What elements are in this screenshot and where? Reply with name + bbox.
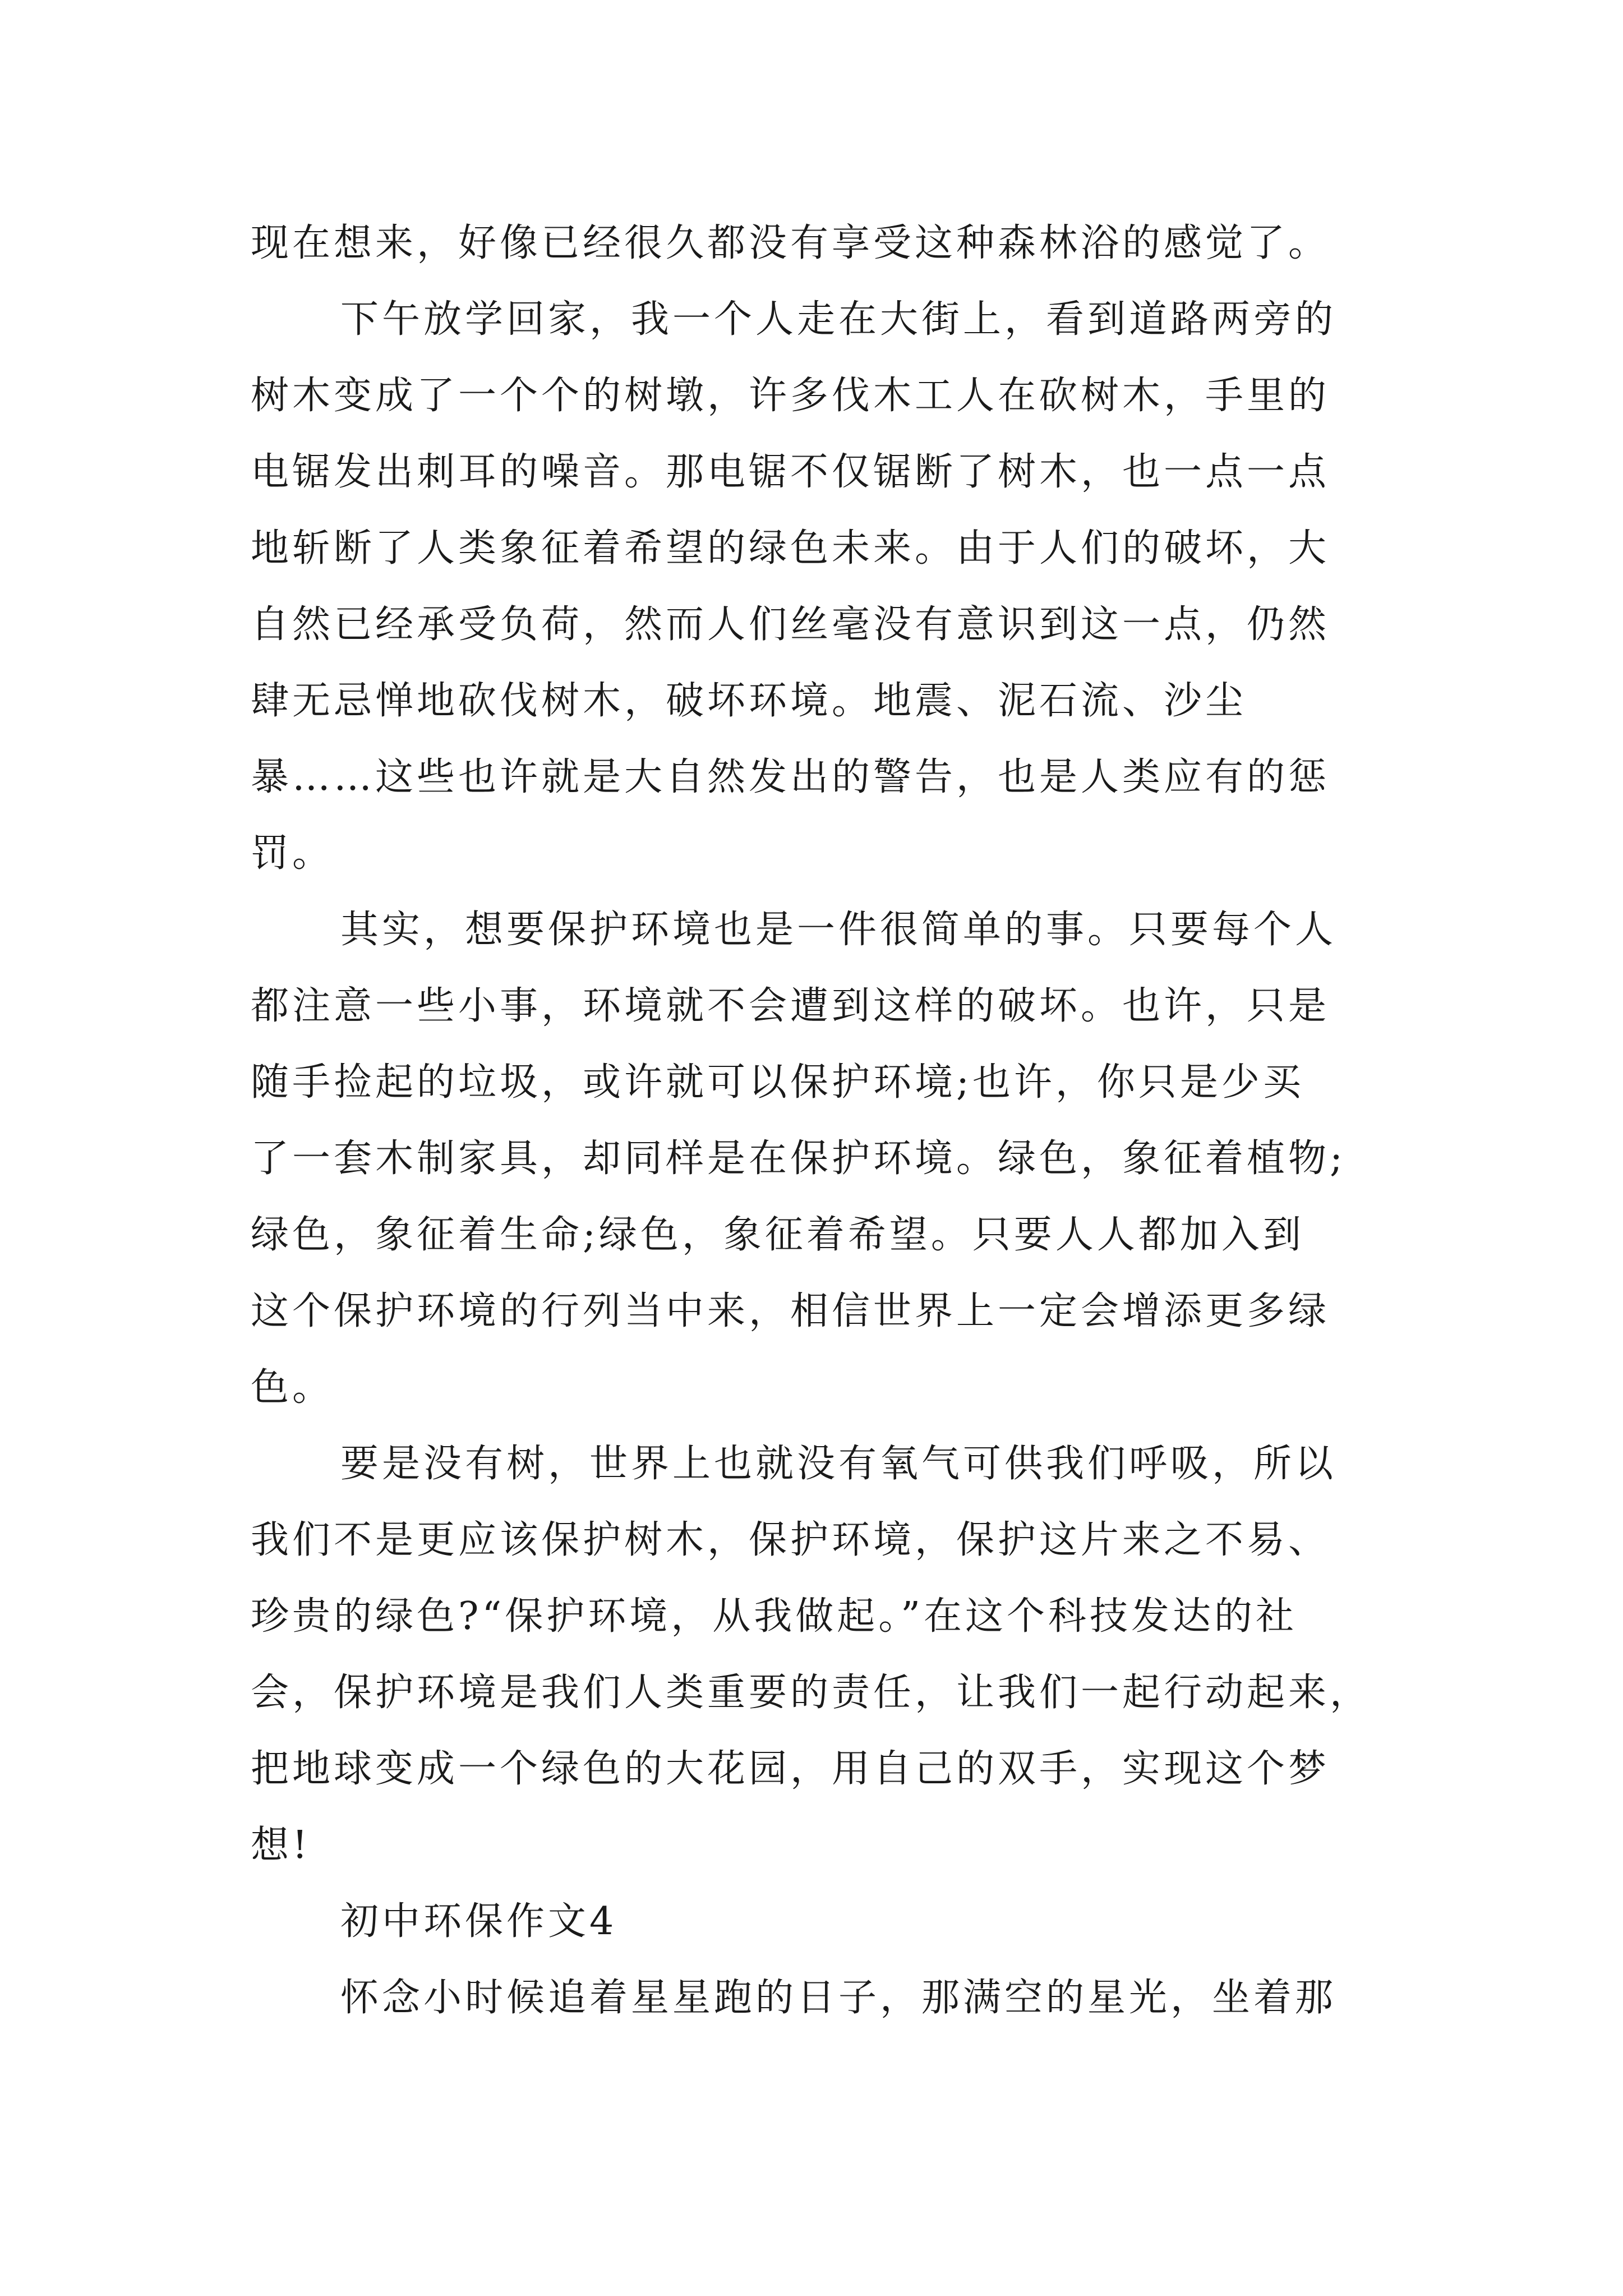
text-line: 要是没有树，世界上也就没有氧气可供我们呼吸，所以 bbox=[340, 1442, 1337, 1486]
text-line: 色。 bbox=[251, 1365, 334, 1410]
text-line: 了一套木制家具，却同样是在保护环境。绿色，象征着植物; bbox=[251, 1137, 1346, 1181]
text-line: 树木变成了一个个的树墩，许多伐木工人在砍树木，手里的 bbox=[251, 374, 1330, 418]
text-line: 其实，想要保护环境也是一件很简单的事。只要每个人 bbox=[340, 908, 1337, 952]
text-line: 这个保护环境的行列当中来，相信世界上一定会增添更多绿 bbox=[251, 1289, 1330, 1333]
text-line: 电锯发出刺耳的噪音。那电锯不仅锯断了树木，也一点一点 bbox=[251, 450, 1330, 494]
text-line: 想! bbox=[251, 1823, 311, 1867]
text-line: 珍贵的绿色?“保护环境，从我做起。”在这个科技发达的社 bbox=[251, 1594, 1297, 1639]
text-line: 下午放学回家，我一个人走在大街上，看到道路两旁的 bbox=[340, 297, 1337, 342]
text-line: 会，保护环境是我们人类重要的责任，让我们一起行动起来， bbox=[251, 1671, 1372, 1715]
text-line: 随手捡起的垃圾，或许就可以保护环境;也许，你只是少买 bbox=[251, 1060, 1304, 1105]
text-line: 都注意一些小事，环境就不会遭到这样的破坏。也许，只是 bbox=[251, 984, 1330, 1028]
text-line: 罚。 bbox=[251, 831, 334, 876]
text-line: 肆无忌惮地砍伐树木，破坏环境。地震、泥石流、沙尘 bbox=[251, 679, 1247, 723]
text-line: 怀念小时候追着星星跑的日子，那满空的星光，坐着那 bbox=[340, 1976, 1337, 2020]
text-line: 我们不是更应该保护树木，保护环境，保护这片来之不易、 bbox=[251, 1518, 1330, 1562]
text-line: 地斩断了人类象征着希望的绿色未来。由于人们的破坏，大 bbox=[251, 526, 1330, 570]
section-heading: 初中环保作文4 bbox=[340, 1899, 617, 1944]
text-line: 绿色，象征着生命;绿色，象征着希望。只要人人都加入到 bbox=[251, 1213, 1304, 1257]
text-line: 现在想来，好像已经很久都没有享受这种森林浴的感觉了。 bbox=[251, 221, 1330, 265]
text-line: 把地球变成一个绿色的大花园，用自己的双手，实现这个梦 bbox=[251, 1747, 1330, 1791]
text-line: 自然已经承受负荷，然而人们丝毫没有意识到这一点，仍然 bbox=[251, 602, 1330, 647]
essay-text bbox=[251, 205, 1389, 2036]
text-line: 暴……这些也许就是大自然发出的警告，也是人类应有的惩 bbox=[251, 755, 1330, 799]
